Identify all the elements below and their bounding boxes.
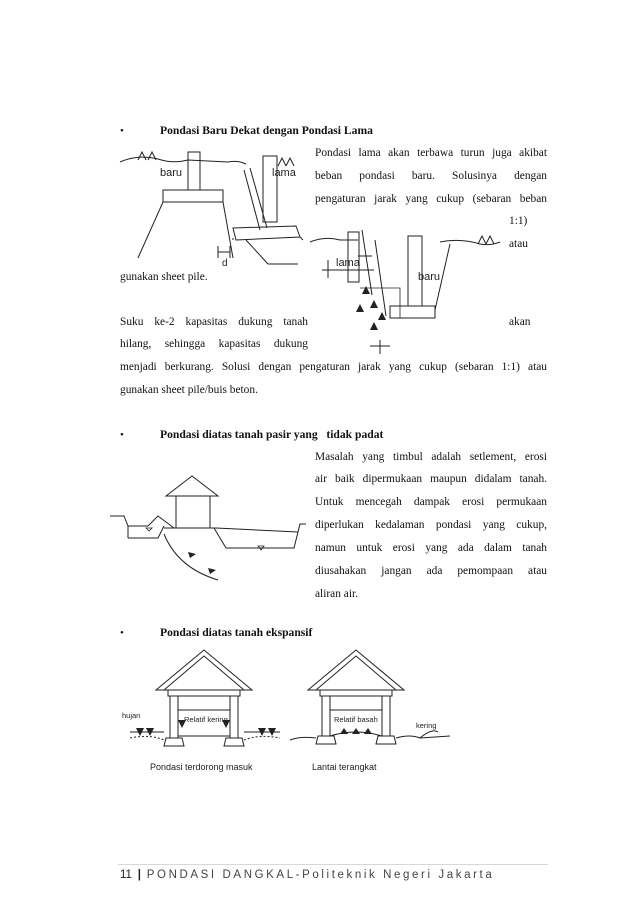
paragraph-line: air baik dipermukaan maupun didalam tanah. xyxy=(315,473,547,485)
paragraph-line: pengaturan jarak yang cukup (sebaran beban xyxy=(315,193,547,205)
footer xyxy=(120,869,494,881)
paragraph-line: gunakan sheet pile/buis beton. xyxy=(120,384,258,396)
heading-pondasi-pasir-tidak-padat: Pondasi diatas tanah pasir yang tidak padat xyxy=(160,428,384,441)
paragraph-line: diperlukan kedalaman pondasi yang cukup, xyxy=(315,519,547,531)
page-number: 11 xyxy=(120,869,132,881)
paragraph-line: Pondasi lama akan terbawa turun juga akibat xyxy=(315,147,547,159)
figure-label-hujan: hujan xyxy=(122,711,141,720)
heading-pondasi-baru-dekat-lama: Pondasi Baru Dekat dengan Pondasi Lama xyxy=(160,124,373,137)
figure-label-baru: baru xyxy=(418,271,441,283)
paragraph-fragment: akan xyxy=(509,316,531,328)
paragraph-fragment: 1:1) xyxy=(509,215,528,227)
figure-old-near-new-foundation xyxy=(300,220,505,355)
footer-divider xyxy=(118,864,548,865)
figure-loose-sand-foundation xyxy=(108,468,306,586)
paragraph-line: gunakan sheet pile. xyxy=(120,271,208,283)
figure-new-near-old-foundation xyxy=(118,140,308,275)
figure-label-lama: lama xyxy=(336,257,360,269)
figure-label-d: d xyxy=(222,258,228,269)
paragraph-line: Suku ke-2 kapasitas dukung tanah xyxy=(120,316,308,328)
paragraph-line: hilang, sehingga kapasitas dukung xyxy=(120,338,308,350)
paragraph-line: menjadi berkurang. Solusi dengan pengaturan jarak yang cukup (sebaran 1:1) atau xyxy=(120,361,547,373)
paragraph-line: diusahakan jangan ada pemompaan atau xyxy=(315,565,547,577)
paragraph-line: namun untuk erosi yang ada dalam tanah xyxy=(315,542,547,554)
bullet-1: • xyxy=(120,125,124,137)
figure-label-relatif-kering: Relatif kering xyxy=(184,715,228,724)
footer-text: PONDASI DANGKAL-Politeknik Negeri Jakarta xyxy=(146,869,495,881)
paragraph-line: Untuk mencegah dampak erosi permukaan xyxy=(315,496,547,508)
figure-label-relatif-basah: Relatif basah xyxy=(334,715,378,724)
figure-label-lama: lama xyxy=(272,167,296,179)
figure-caption-right: Lantai terangkat xyxy=(312,762,377,772)
bullet-3: • xyxy=(120,627,124,639)
figure-label-kering: kering xyxy=(416,721,437,730)
heading-pondasi-tanah-ekspansif: Pondasi diatas tanah ekspansif xyxy=(160,626,313,639)
paragraph-fragment: atau xyxy=(509,238,528,250)
footer-separator: | xyxy=(137,869,141,881)
paragraph-line: beban pondasi baru. Solusinya dengan xyxy=(315,170,547,182)
paragraph-line: Masalah yang timbul adalah setlement, erosi xyxy=(315,451,547,463)
paragraph-line: aliran air. xyxy=(315,588,359,600)
figure-caption-left: Pondasi terdorong masuk xyxy=(150,762,253,772)
bullet-2: • xyxy=(120,429,124,441)
figure-expansive-soil xyxy=(120,648,450,778)
figure-label-baru: baru xyxy=(160,167,183,179)
